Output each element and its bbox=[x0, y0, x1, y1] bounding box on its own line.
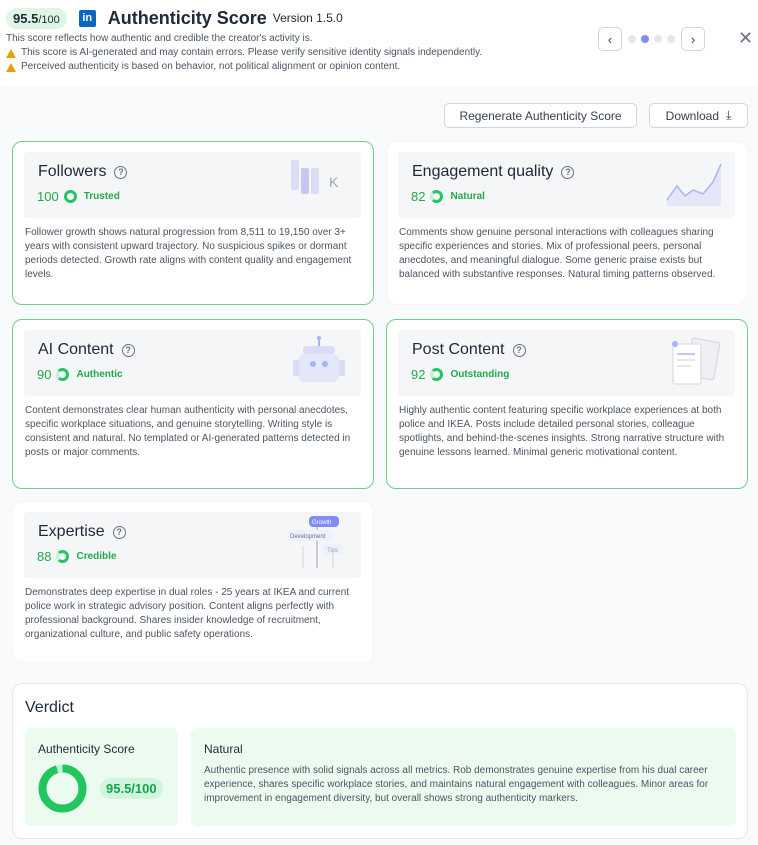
card-description: Comments show genuine personal interactions with colleagues sharing specific experiences and stories. Mix of professional peers, personal anecdotes, and meaningful dialogue. Some generic praise exists but balanced with substantive responses. Natural timing patterns observed. bbox=[399, 227, 716, 280]
verdict-score-ring-icon bbox=[38, 764, 87, 813]
help-icon[interactable]: ? bbox=[513, 344, 526, 357]
version-label: Version 1.5.0 bbox=[272, 11, 343, 25]
card-score bbox=[411, 189, 485, 204]
pager-dot-active[interactable] bbox=[641, 35, 649, 43]
verdict-score-label: Authenticity Score bbox=[38, 742, 135, 756]
card-title bbox=[38, 341, 135, 359]
score-ring-icon bbox=[430, 190, 443, 203]
illustration-letter: K bbox=[329, 174, 339, 190]
card-title-text: Engagement quality bbox=[412, 163, 554, 180]
verdict-text: Authentic presence with solid signals across all metrics. Rob demonstrates genuine expertise from his dual career experience, shares specific workplace stories, and maintains natural engagement with colleagues. Minor areas for improvement in engagement diversity, but overall shows strong authenticity markers. bbox=[204, 765, 709, 804]
warning-line bbox=[6, 60, 752, 74]
card-expertise bbox=[12, 501, 374, 663]
help-icon[interactable]: ? bbox=[561, 166, 574, 179]
score-label: Credible bbox=[76, 551, 117, 562]
score-ring-icon bbox=[64, 190, 77, 203]
score-ring-icon bbox=[430, 368, 443, 381]
verdict-score-value: 95.5/100 bbox=[100, 778, 163, 799]
card-header bbox=[398, 152, 735, 218]
card-title bbox=[412, 163, 574, 181]
download-button[interactable] bbox=[649, 103, 748, 128]
pager-dot[interactable] bbox=[667, 35, 675, 43]
score-label: Authentic bbox=[76, 369, 123, 380]
card-title-text: AI Content bbox=[38, 341, 114, 358]
score-ring-icon bbox=[56, 368, 69, 381]
card-title-text: Post Content bbox=[412, 341, 505, 358]
card-header bbox=[24, 152, 361, 218]
warning-text: This score is AI-generated and may contain errors. Please verify sensitive identity signals independently. bbox=[21, 47, 483, 58]
score-label: Outstanding bbox=[450, 369, 510, 380]
tags-illustration-icon bbox=[287, 516, 351, 572]
illustration-tag: Growth bbox=[312, 520, 332, 526]
pager bbox=[598, 27, 705, 51]
documents-illustration-icon bbox=[661, 334, 725, 390]
card-title bbox=[38, 523, 126, 541]
verdict-panel bbox=[12, 683, 748, 839]
pager-dots bbox=[628, 35, 675, 43]
score-number: 82 bbox=[411, 189, 426, 204]
download-icon: ⤓ bbox=[726, 108, 732, 122]
help-icon[interactable]: ? bbox=[113, 526, 126, 539]
help-icon[interactable]: ? bbox=[114, 166, 127, 179]
warning-icon bbox=[6, 49, 16, 58]
subtitle: This score reflects how authentic and credible the creator's activity is. bbox=[6, 33, 313, 44]
card-description: Highly authentic content featuring specific workplace experiences at both police and IKEA. Posts include detailed personal stories, colleague spotlights, and behind-the-scenes insights. Strong narrative structure with genuine lessons learned. Minimal generic motivational content. bbox=[399, 405, 725, 458]
score-ring-icon bbox=[56, 550, 69, 563]
verdict-rating: Natural bbox=[204, 742, 243, 756]
card-score bbox=[411, 367, 509, 382]
score-label: Natural bbox=[450, 191, 485, 202]
trend-chart-illustration-icon bbox=[661, 156, 725, 212]
card-score bbox=[37, 367, 123, 382]
download-label: Download bbox=[665, 108, 720, 123]
score-pill bbox=[6, 8, 67, 29]
pager-dot[interactable] bbox=[654, 35, 662, 43]
card-score bbox=[37, 549, 116, 564]
verdict-title: Verdict bbox=[25, 699, 74, 716]
page-title: Authenticity Score bbox=[107, 7, 267, 28]
card-header bbox=[24, 330, 361, 396]
card-header bbox=[24, 512, 361, 578]
score-label: Trusted bbox=[83, 191, 120, 202]
main-content bbox=[0, 86, 758, 845]
score-number: 100 bbox=[37, 189, 59, 204]
pager-dot[interactable] bbox=[628, 35, 636, 43]
card-title-text: Followers bbox=[38, 163, 107, 180]
linkedin-icon: in bbox=[79, 10, 96, 27]
card-score bbox=[37, 189, 120, 204]
verdict-summary-box bbox=[191, 728, 736, 826]
illustration-tag: Development bbox=[290, 534, 326, 540]
card-post-content bbox=[386, 319, 748, 489]
followers-illustration-icon bbox=[287, 156, 351, 212]
prev-button[interactable]: ‹ bbox=[598, 27, 622, 51]
warning-icon bbox=[6, 63, 16, 72]
card-description: Follower growth shows natural progression from 8,511 to 19,150 over 3+ years with consistent upward trajectory. No suspicious spikes or dormant periods detected. Growth rate aligns with content quality and engagement levels. bbox=[25, 227, 352, 280]
card-description: Demonstrates deep expertise in dual roles - 25 years at IKEA and current police work in strategic advisory position. Content aligns perfectly with professional background. Shares insider knowledge of recruitment, organizational culture, and public safety operations. bbox=[25, 587, 350, 640]
score-value: 95.5 bbox=[13, 10, 39, 26]
card-header bbox=[398, 330, 735, 396]
verdict-score-box bbox=[25, 728, 178, 826]
score-number: 92 bbox=[411, 367, 426, 382]
warning-text: Perceived authenticity is based on behavior, not political alignment or opinion content. bbox=[21, 61, 401, 72]
score-max: /100 bbox=[38, 13, 60, 26]
card-engagement-quality bbox=[386, 141, 748, 305]
card-title-text: Expertise bbox=[38, 523, 105, 540]
regenerate-button[interactable]: Regenerate Authenticity Score bbox=[444, 103, 637, 128]
robot-illustration-icon bbox=[287, 334, 351, 390]
score-number: 90 bbox=[37, 367, 52, 382]
card-title bbox=[38, 163, 127, 181]
card-followers bbox=[12, 141, 374, 305]
help-icon[interactable]: ? bbox=[122, 344, 135, 357]
close-icon[interactable]: ✕ bbox=[738, 28, 754, 48]
card-ai-content bbox=[12, 319, 374, 489]
verdict-score-arc bbox=[43, 769, 83, 809]
illustration-tag: Tips bbox=[327, 548, 339, 554]
next-button[interactable]: › bbox=[681, 27, 705, 51]
card-title bbox=[412, 341, 526, 359]
score-number: 88 bbox=[37, 549, 52, 564]
card-description: Content demonstrates clear human authenticity with personal anecdotes, specific workplace situations, and genuine storytelling. Writing style is consistent and natural. No templated or AI-generated patterns detected in posts or major comments. bbox=[25, 405, 351, 458]
